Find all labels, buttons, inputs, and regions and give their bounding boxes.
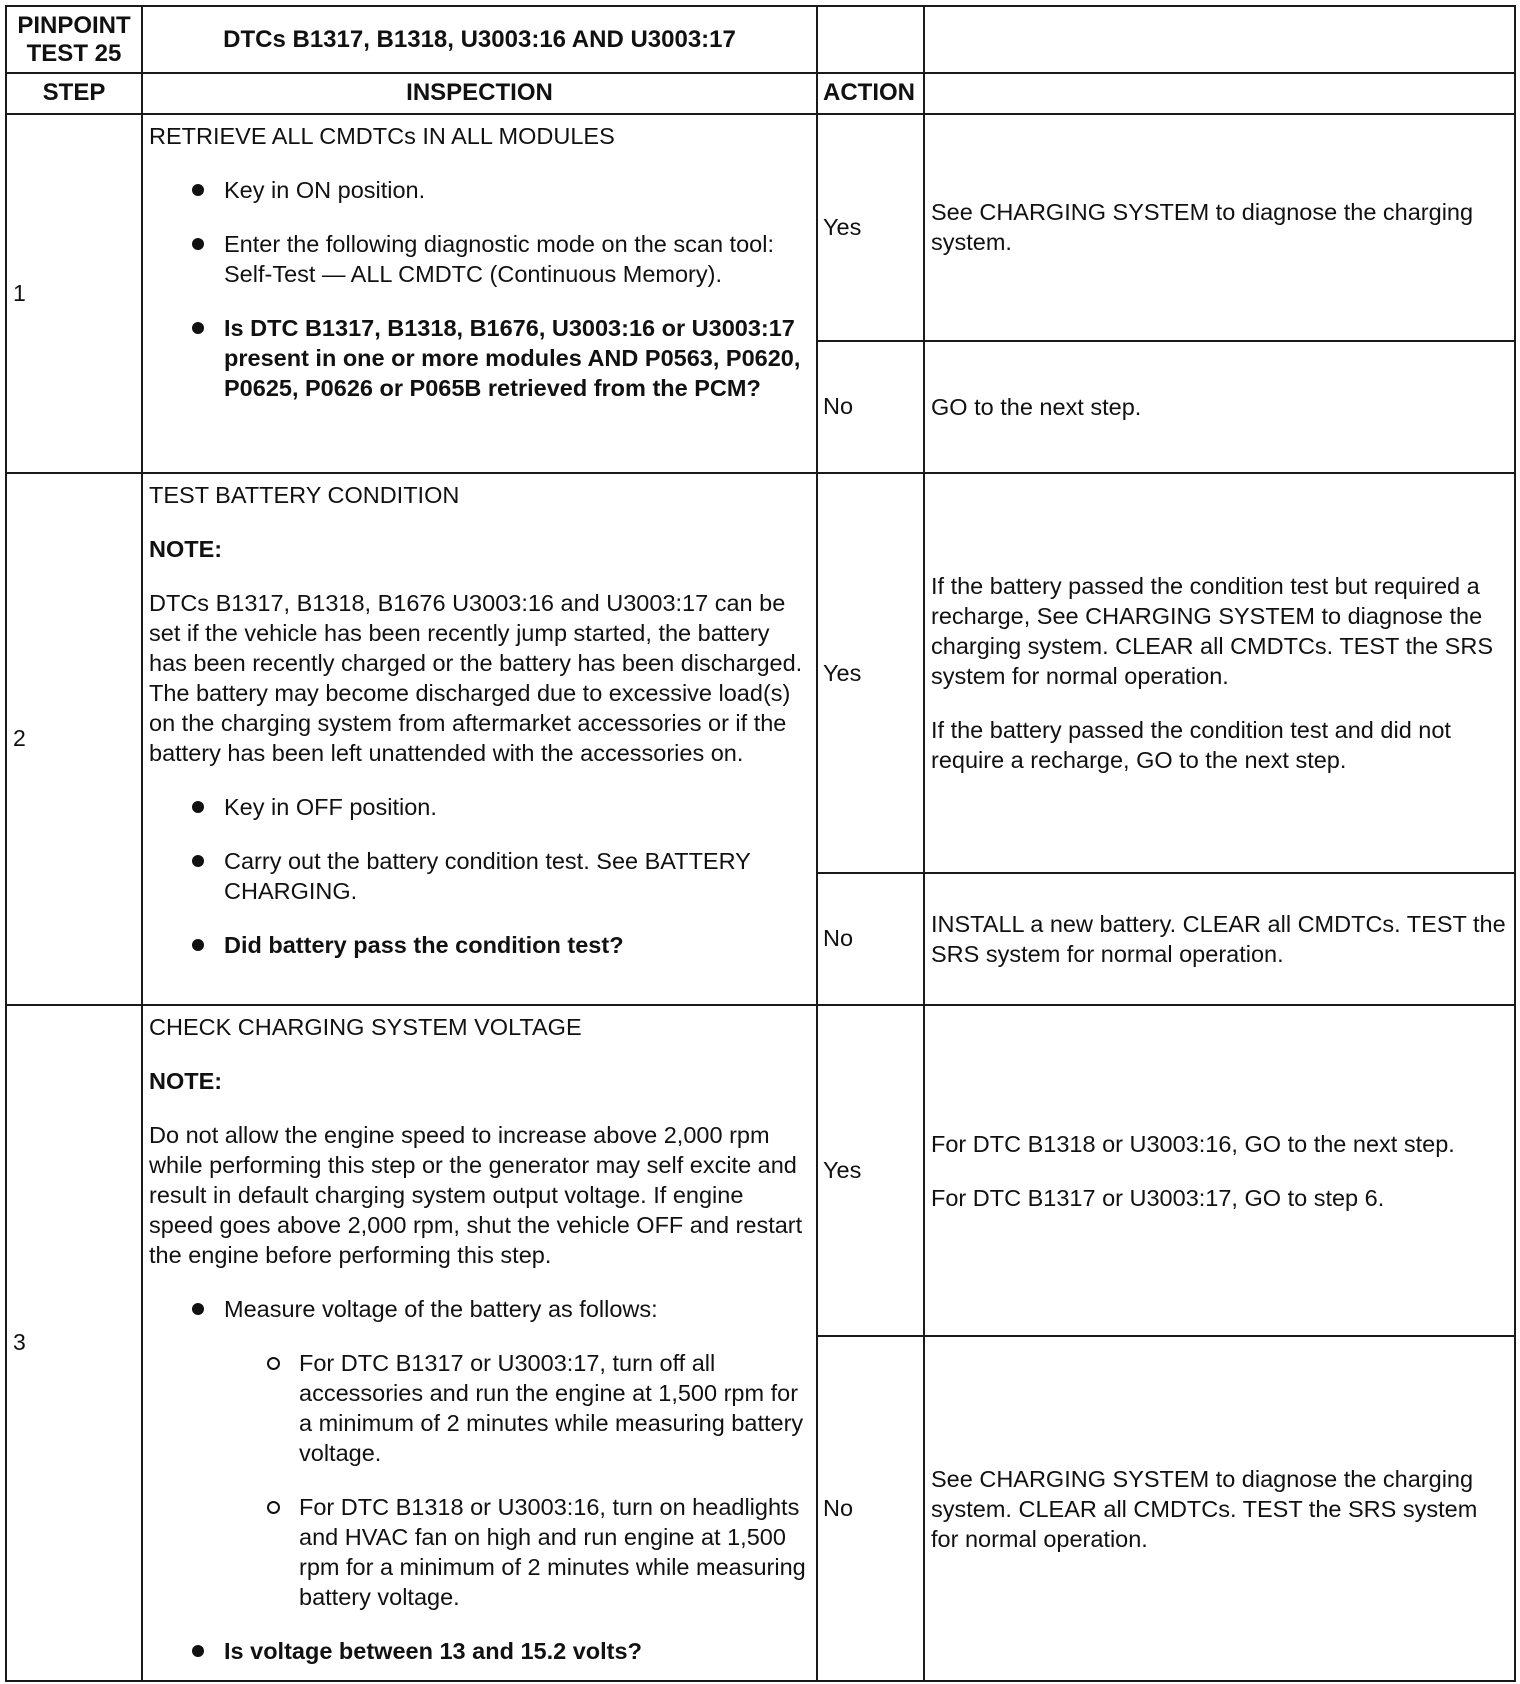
dtc-title: DTCs B1317, B1318, U3003:16 AND U3003:17 [142,6,817,73]
header-empty-cell [924,73,1515,113]
bullet-question: Is DTC B1317, B1318, B1676, U3003:16 or U3003:17 present in one or more modules AND P0563, P0620, P0625, P0626 or P065B retrieved from the PCM? [224,314,801,401]
step-2-title: TEST BATTERY CONDITION [149,482,460,509]
step-2-yes-action-1: If the battery passed the condition test but required a recharge, See CHARGING SYSTEM to diagnose the charging system. CLEAR all CMDTCs. TEST the SRS system for normal operation. [931,573,1493,690]
col-step-header: STEP [6,73,142,113]
list-item [149,846,810,906]
list-item [149,930,810,960]
bullet-icon [192,184,204,196]
step-3-sub-bullets [149,1348,810,1612]
bullet-question: Is voltage between 13 and 15.2 volts? [224,1637,642,1664]
hollow-bullet-icon [267,1501,280,1514]
list-item [149,175,810,205]
step-3-yes-label: Yes [817,1005,924,1337]
list-item [149,1492,810,1612]
step-3-bullets [149,1294,810,1324]
col-inspection-header: INSPECTION [142,73,817,113]
step-3-yes-action [924,1005,1515,1337]
sub-bullet-text: For DTC B1318 or U3003:16, turn on headlights and HVAC fan on high and run engine at 1,500 rpm for a minimum of 2 minutes while measuring battery voltage. [299,1493,806,1610]
list-item [149,792,810,822]
step-3-inspection [142,1005,817,1681]
step-1-number: 1 [6,114,142,474]
step-1-no-label: No [817,341,924,474]
step-1-yes-label: Yes [817,114,924,341]
step-2-no-label: No [817,873,924,1005]
step-1-bullets [149,175,810,403]
step-2-yes-label: Yes [817,473,924,873]
step-3-no-label: No [817,1336,924,1681]
step-2-number: 2 [6,473,142,1005]
step-2-no-action: INSTALL a new battery. CLEAR all CMDTCs. TEST the SRS system for normal operation. [924,873,1515,1005]
sub-bullet-text: For DTC B1317 or U3003:17, turn off all accessories and run the engine at 1,500 rpm for a minimum of 2 minutes while measuring battery voltage. [299,1349,804,1466]
list-item [149,1294,810,1324]
bullet-text: Carry out the battery condition test. See BATTERY CHARGING. [224,848,751,905]
step-2-note-text: DTCs B1317, B1318, B1676 U3003:16 and U3003:17 can be set if the vehicle has been recently jump started, the battery has been recently charged or the battery has been discharged. The battery may become discharged due to excessive load(s) on the charging system from aftermarket accessories or if the battery has been left unattended with the accessories on. [149,590,803,767]
list-item [149,313,810,403]
step-3-no-action: See CHARGING SYSTEM to diagnose the charging system. CLEAR all CMDTCs. TEST the SRS system for normal operation. [924,1336,1515,1681]
bullet-icon [192,238,204,250]
bullet-icon [192,322,204,334]
step-3-yes-action-2: For DTC B1317 or U3003:17, GO to step 6. [931,1184,1385,1211]
step-1-yes-action: See CHARGING SYSTEM to diagnose the charging system. [924,114,1515,341]
bullet-icon [192,801,204,813]
bullet-text: Enter the following diagnostic mode on the scan tool: Self-Test — ALL CMDTC (Continuous Memory). [224,230,774,287]
bullet-text: Key in ON position. [224,176,426,203]
list-item [149,1348,810,1468]
step-3-note-label: NOTE: [149,1067,223,1094]
pinpoint-test-table [5,5,1516,1682]
bullet-icon [192,939,204,951]
list-item [149,1636,810,1666]
column-header-row [6,73,1515,113]
step-2-inspection [142,473,817,1005]
title-row [6,6,1515,73]
pinpoint-line2: TEST 25 [26,39,122,67]
step-2-yes-action [924,473,1515,873]
list-item [149,229,810,289]
step-2-bullets [149,792,810,960]
step-3-number: 3 [6,1005,142,1681]
step-3-question [149,1636,810,1666]
step-2-note-label: NOTE: [149,536,223,563]
step-1-title: RETRIEVE ALL CMDTCs IN ALL MODULES [149,122,615,149]
title-empty-cell-1 [817,6,924,73]
bullet-icon [192,855,204,867]
col-action-header: ACTION [817,73,924,113]
step-1-yes-row [6,114,1515,341]
step-3-yes-row [6,1005,1515,1337]
bullet-icon [192,1303,204,1315]
hollow-bullet-icon [267,1357,280,1370]
step-3-title: CHECK CHARGING SYSTEM VOLTAGE [149,1013,582,1040]
pinpoint-line1: PINPOINT [17,11,131,39]
bullet-icon [192,1645,204,1657]
step-2-yes-row [6,473,1515,873]
bullet-question: Did battery pass the condition test? [224,932,624,959]
bullet-text: Measure voltage of the battery as follows: [224,1295,658,1322]
step-1-inspection [142,114,817,474]
step-3-note-text: Do not allow the engine speed to increase above 2,000 rpm while performing this step or the generator may self excite and result in default charging system output voltage. If engine speed goes above 2,000 rpm, shut the vehicle OFF and restart the engine before performing this step. [149,1121,803,1268]
step-2-yes-action-2: If the battery passed the condition test and did not require a recharge, GO to the next step. [931,717,1451,774]
bullet-text: Key in OFF position. [224,794,437,821]
title-empty-cell-2 [924,6,1515,73]
step-1-no-action: GO to the next step. [924,341,1515,474]
step-3-yes-action-1: For DTC B1318 or U3003:16, GO to the next step. [931,1130,1455,1157]
pinpoint-test-label [6,6,142,73]
